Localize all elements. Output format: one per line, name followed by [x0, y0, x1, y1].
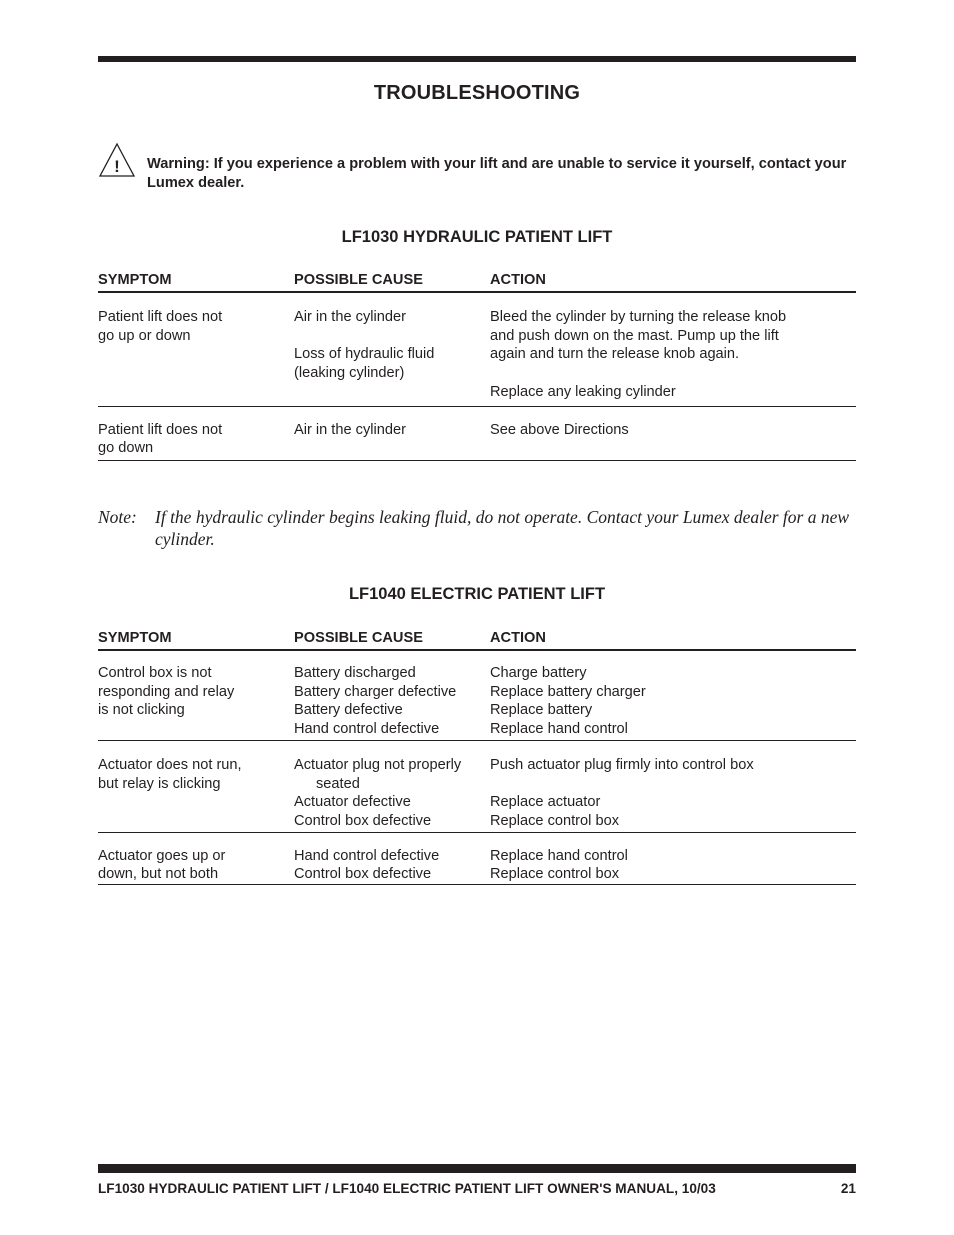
cell-line: down, but not both: [98, 866, 219, 883]
cell-line: [490, 364, 856, 383]
cell-line: Replace battery charger: [490, 683, 646, 700]
symptom-cell: [98, 308, 294, 402]
electric-section-title: LF1040 ELECTRIC PATIENT LIFT: [348, 585, 606, 603]
symptom-cell: [98, 847, 294, 884]
cell-line: Replace battery: [490, 702, 593, 719]
cell-line: Air in the cylinder: [294, 421, 406, 438]
cell-line: Replace hand control: [490, 721, 628, 738]
cell-line: Replace control box: [490, 812, 619, 829]
action-cell: [490, 756, 856, 831]
cell-line: Battery discharged: [294, 665, 416, 681]
cell-line: responding and relay: [98, 683, 235, 700]
hydraulic-rows: [98, 293, 856, 461]
hydraulic-section-title: LF1030 HYDRAULIC PATIENT LIFT: [341, 228, 613, 246]
action-cell: [490, 421, 856, 458]
table-row: [98, 293, 856, 407]
cell-line: Replace any leaking cylinder: [490, 383, 676, 400]
cell-line: Charge battery: [490, 665, 587, 681]
cell-line: (leaking cylinder): [294, 365, 405, 382]
cell-line: Replace hand control: [490, 847, 628, 864]
cell-line: Bleed the cylinder by turning the release knob: [490, 309, 787, 325]
cell-line: Patient lift does not: [98, 421, 223, 438]
footer: [98, 1181, 856, 1196]
cause-cell: [294, 308, 490, 402]
cell-line: Control box defective: [294, 812, 432, 829]
table-row: [98, 833, 856, 885]
table-row: [98, 407, 856, 461]
note-label: Note:: [98, 507, 137, 527]
cell-line: Replace control box: [490, 866, 619, 883]
cell-line: Actuator defective: [294, 794, 411, 811]
hydraulic-table: [98, 271, 856, 461]
page-number: 21: [840, 1181, 856, 1196]
action-cell: [490, 847, 856, 884]
warning-text: Warning: If you experience a problem with your lift and are unable to service it yourself, contact your Lumex dealer.: [147, 156, 847, 191]
cell-line: again and turn the release knob again.: [490, 346, 740, 363]
cause-cell: [294, 664, 490, 739]
cell-line: Control box is not: [98, 665, 212, 681]
hydraulic-table-header: [98, 271, 856, 293]
symptom-cell: [98, 421, 294, 458]
cell-line: See above Directions: [490, 421, 629, 438]
cell-line: Battery defective: [294, 702, 403, 719]
header-possible-cause: POSSIBLE CAUSE: [294, 272, 423, 288]
page-title: TROUBLESHOOTING: [373, 82, 581, 104]
table-row: [98, 651, 856, 741]
cell-line: is not clicking: [98, 702, 185, 719]
electric-table: [98, 629, 856, 885]
cell-line: but relay is clicking: [98, 775, 221, 792]
cell-line: Air in the cylinder: [294, 309, 406, 325]
cell-line: Hand control defective: [294, 847, 440, 864]
cell-line: go up or down: [98, 327, 191, 344]
cell-line: Actuator does not run,: [98, 756, 242, 773]
cell-line: go down: [98, 440, 154, 457]
cell-line: Battery charger defective: [294, 683, 457, 700]
cell-line: Replace actuator: [490, 794, 601, 811]
cell-line: Push actuator plug firmly into control box: [490, 756, 754, 773]
action-cell: [490, 664, 856, 739]
cell-line: Actuator plug not properly: [294, 756, 462, 773]
symptom-cell: [98, 756, 294, 831]
electric-table-header: [98, 629, 856, 651]
cause-cell: [294, 756, 490, 831]
cell-line: Loss of hydraulic fluid: [294, 346, 435, 363]
header-action: ACTION: [490, 630, 546, 646]
cause-cell: [294, 421, 490, 458]
cell-line: Actuator goes up or: [98, 847, 226, 864]
action-cell: [490, 308, 856, 402]
cell-line: Patient lift does not: [98, 309, 223, 325]
bottom-rule: [98, 1164, 856, 1173]
warning-icon-glyph: !: [114, 157, 120, 176]
cell-line: [490, 775, 856, 794]
cell-line: Hand control defective: [294, 721, 440, 738]
warning-triangle-icon: [98, 142, 136, 178]
cell-line: [294, 327, 490, 346]
footer-title: LF1030 HYDRAULIC PATIENT LIFT / LF1040 ELECTRIC PATIENT LIFT OWNER'S MANUAL, 10/03: [98, 1181, 716, 1196]
note-text: If the hydraulic cylinder begins leaking fluid, do not operate. Contact your Lumex dealer for a new cylinder.: [155, 507, 850, 549]
top-rule: [98, 56, 856, 62]
cell-line: and push down on the mast. Pump up the lift: [490, 327, 779, 344]
header-symptom: SYMPTOM: [98, 630, 172, 646]
cell-line: seated: [316, 775, 360, 792]
cause-cell: [294, 847, 490, 884]
header-possible-cause: POSSIBLE CAUSE: [294, 630, 423, 646]
header-action: ACTION: [490, 272, 546, 288]
cell-line: Control box defective: [294, 866, 432, 883]
electric-rows: [98, 651, 856, 885]
symptom-cell: [98, 664, 294, 739]
table-row: [98, 741, 856, 833]
header-symptom: SYMPTOM: [98, 272, 172, 288]
